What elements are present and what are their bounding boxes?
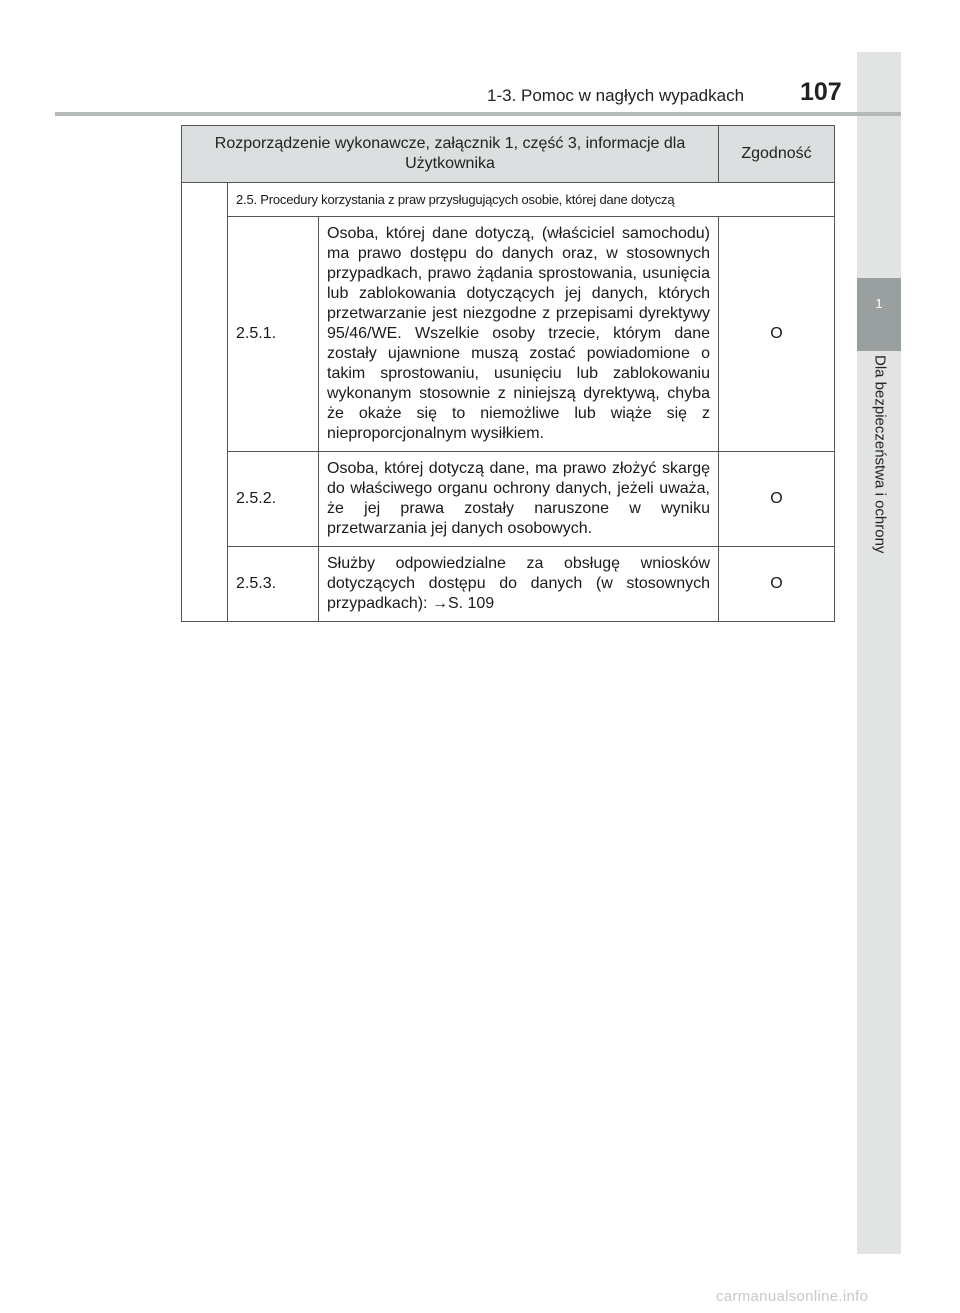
column-header-compliance: Zgodność: [719, 126, 835, 183]
table-row: [182, 217, 835, 452]
row-description: Osoba, której dane dotyczą, (właściciel samochodu) ma prawo dostępu do danych oraz, w stosownych przypadkach, prawo żądania sprostowania, usunięcia lub zablokowania dotyczących jej danych, których przetwarzanie jest niezgodne z przepisami dyrektywy 95/46/WE. Wszelkie osoby trzecie, którym dane zostały ujawnione muszą zostać powiadomione o takim sprostowaniu, usunięciu lub zablokowaniu wykonanym stosownie z niniejszą dyrektywą, chyba że okaże się to niemożliwe lub wiąże się z nieproporcjonalnym wysiłkiem.: [319, 217, 719, 452]
row-number: 2.5.2.: [228, 452, 319, 547]
row-compliance: O: [719, 452, 835, 547]
subsection-heading: 2.5. Procedury korzystania z praw przysługujących osobie, której dane dotyczą: [228, 183, 835, 217]
table-header-row: [182, 126, 835, 183]
indent-cell: [182, 183, 228, 622]
row-number: 2.5.1.: [228, 217, 319, 452]
row-description: Służby odpowiedzialne za obsługę wniosków dotyczących dostępu do danych (w stosownych przypadkach): →S. 109: [319, 547, 719, 622]
regulation-table: [181, 125, 835, 622]
header-divider: [55, 112, 901, 116]
row-description: Osoba, której dotyczą dane, ma prawo złożyć skargę do właściwego organu ochrony danych, jeżeli uważa, że jej prawa zostały naruszone w wyniku przetwarzania jej danych osobowych.: [319, 452, 719, 547]
page-number: 107: [800, 78, 842, 106]
chapter-title: Dla bezpieczeństwa i ochrony: [871, 355, 889, 554]
subsection-row: [182, 183, 835, 217]
table-row: [182, 452, 835, 547]
section-title: 1-3. Pomoc w nagłych wypadkach: [487, 86, 745, 105]
row-compliance: O: [719, 547, 835, 622]
chapter-tab: [857, 278, 901, 351]
row-number: 2.5.3.: [228, 547, 319, 622]
row-compliance: O: [719, 217, 835, 452]
side-strip: [857, 52, 901, 1254]
chapter-tab-number: 1: [875, 296, 883, 311]
column-header-regulation: Rozporządzenie wykonawcze, załącznik 1, część 3, informacje dla Użytkownika: [182, 126, 719, 183]
watermark: carmanualsonline.info: [716, 1288, 869, 1305]
table-row: [182, 547, 835, 622]
